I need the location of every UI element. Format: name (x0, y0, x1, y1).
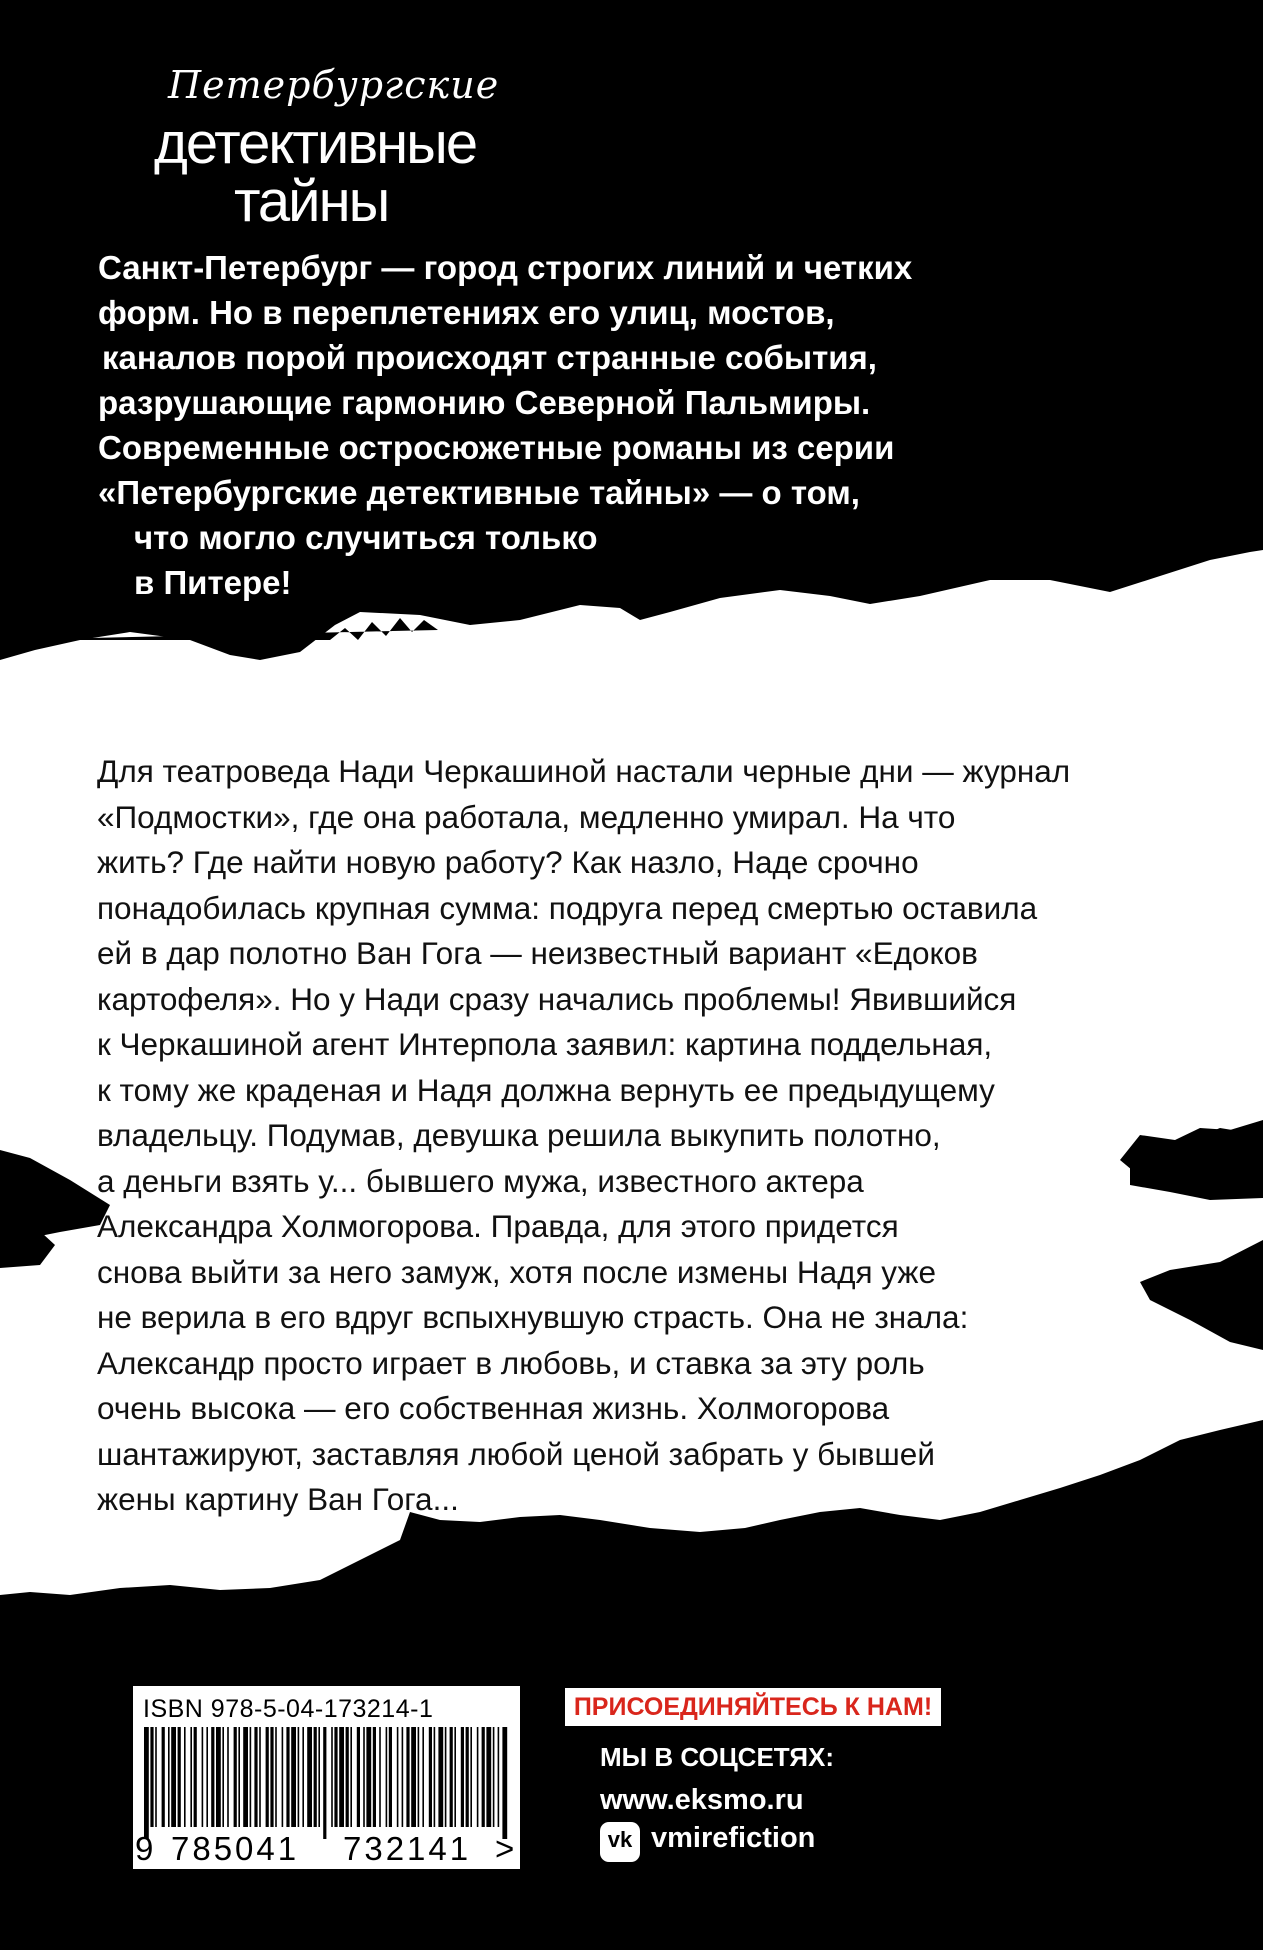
barcode-bar (498, 1727, 500, 1827)
barcode-bar (150, 1727, 153, 1827)
blurb-line: понадобилась крупная сумма: подруга перед смертью оставила (97, 889, 1038, 926)
intro-line: Санкт-Петербург — город строгих линий и четких (98, 249, 913, 286)
barcode-bar (250, 1727, 252, 1827)
intro-line: в Питере! (134, 564, 292, 601)
barcode-bar (339, 1727, 344, 1827)
barcode-bar (406, 1727, 409, 1827)
intro-line: разрушающие гармонию Северной Пальмиры. (98, 384, 871, 421)
barcode-bar (450, 1727, 453, 1827)
barcode-bar (144, 1727, 149, 1839)
intro-line: каналов порой происходят странные события, (102, 339, 877, 376)
book-blurb (97, 749, 1177, 1523)
intro-line: «Петербургские детективные тайны» — о том, (98, 474, 860, 511)
barcode-bar (282, 1727, 284, 1827)
barcode-bar (155, 1727, 157, 1827)
barcode-bar (434, 1727, 436, 1827)
barcode-bar (493, 1727, 495, 1827)
barcode-bar (502, 1727, 507, 1839)
barcode-bar (286, 1727, 289, 1827)
barcode-bar (227, 1727, 229, 1827)
barcode-bar (466, 1727, 469, 1827)
series-logo-word-2: детективные (154, 111, 477, 176)
barcode-bar (318, 1727, 320, 1827)
barcode-bar (216, 1727, 221, 1827)
barcode-bar (206, 1727, 208, 1827)
barcode-bar (270, 1727, 273, 1827)
barcode-bar (266, 1727, 269, 1827)
barcode-bar (486, 1727, 491, 1827)
social-networks-label: МЫ В СОЦСЕТЯХ: (600, 1742, 835, 1772)
barcode-bar (323, 1727, 326, 1839)
series-logo (150, 55, 510, 235)
barcode-bar (445, 1727, 447, 1827)
barcode-bar (470, 1727, 472, 1827)
barcode-bar (234, 1727, 237, 1827)
blurb-line: жить? Где найти новую работу? Как назло, Наде срочно (97, 844, 919, 880)
blurb-line: Для театроведа Нади Черкашиной настали черные дни — журнал (97, 753, 1071, 789)
blurb-line: не верила в его вдруг вспыхнувшую страсть. Она не знала: (97, 1299, 969, 1335)
blurb-line: очень высока — его собственная жизнь. Холмогорова (97, 1390, 890, 1426)
series-logo-word-3: тайны (234, 169, 389, 234)
barcode-bar (363, 1727, 365, 1827)
barcode-bar (302, 1727, 304, 1827)
barcode-bar (346, 1727, 349, 1827)
barcode-bar (202, 1727, 204, 1827)
barcode-bar (422, 1727, 424, 1827)
intro-line: Современные остросюжетные романы из серии (98, 429, 895, 466)
barcode-bar (379, 1727, 381, 1827)
blurb-line: Александр просто играет в любовь, и ставка за эту роль (97, 1344, 925, 1381)
barcode-bar (477, 1727, 479, 1827)
barcode-bar (178, 1727, 181, 1827)
vk-icon-glyph: vk (607, 1827, 633, 1852)
series-annotation (98, 245, 1198, 605)
barcode-bar (254, 1727, 257, 1827)
series-logo-script-line: Петербургские (168, 63, 500, 107)
barcode-bar (366, 1727, 371, 1827)
blurb-line: а деньги взять у... бывшего мужа, известного актера (97, 1162, 864, 1199)
barcode-bar (454, 1727, 456, 1827)
barcode-digits-group-1: 785041 (171, 1830, 300, 1867)
intro-line: форм. Но в переплетениях его улиц, мостов, (98, 294, 835, 331)
blurb-line: «Подмостки», где она работала, медленно умирал. На что (97, 798, 956, 835)
barcode-digits-group-2: 732141 (343, 1830, 472, 1867)
vk-icon[interactable] (600, 1822, 640, 1862)
barcode-bar (389, 1727, 392, 1827)
barcode-bar (429, 1727, 432, 1827)
barcode-bars (142, 1727, 508, 1839)
blurb-line: владельцу. Подумав, девушка решила выкупить полотно, (97, 1117, 941, 1153)
barcode-bar (314, 1727, 317, 1827)
barcode-bar (482, 1727, 485, 1827)
barcode-bar (331, 1727, 333, 1827)
barcode-digit-first: 9 (135, 1830, 157, 1867)
barcode-bar (298, 1727, 300, 1827)
barcode-bar (168, 1727, 170, 1827)
barcode-bar (275, 1727, 277, 1827)
barcode-bar (334, 1727, 337, 1827)
blurb-line: шантажируют, заставляя любой ценой забрать у бывшей (97, 1435, 935, 1472)
blurb-line: жены картину Ван Гога... (97, 1481, 459, 1517)
barcode-bar (397, 1727, 399, 1827)
blurb-line: к Черкашиной агент Интерпола заявил: картина поддельная, (97, 1026, 993, 1062)
intro-line: что могло случиться только (134, 519, 598, 556)
blurb-line: Александра Холмогорова. Правда, для этого придется (97, 1208, 899, 1244)
barcode-bar (162, 1727, 165, 1827)
barcode-bar (461, 1727, 464, 1827)
barcode-bar (190, 1727, 192, 1827)
barcode-bar (259, 1727, 261, 1827)
barcode-bar (357, 1727, 360, 1827)
barcode-bar (386, 1727, 388, 1827)
barcode-bar (194, 1727, 197, 1827)
barcode-bar (418, 1727, 420, 1827)
isbn-number: ISBN 978-5-04-173214-1 (143, 1695, 434, 1723)
barcode-bar (211, 1727, 214, 1827)
barcode-bar (291, 1727, 296, 1827)
barcode-bar (373, 1727, 376, 1827)
publisher-website-link[interactable]: www.eksmo.ru (600, 1784, 804, 1816)
barcode-bar (411, 1727, 416, 1827)
barcode-bar (171, 1727, 176, 1827)
join-us-banner: ПРИСОЕДИНЯЙТЕСЬ К НАМ! (565, 1688, 941, 1726)
barcode-digit-end: > (495, 1830, 518, 1867)
blurb-line: к тому же краденая и Надя должна вернуть ее предыдущему (97, 1071, 995, 1108)
barcode-bar (184, 1727, 186, 1827)
blurb-line: ей в дар полотно Ван Гога — неизвестный вариант «Едоков (97, 935, 978, 971)
barcode-bar (238, 1727, 240, 1827)
barcode-bar (307, 1727, 312, 1827)
vk-handle-link[interactable]: vmirefiction (651, 1822, 816, 1854)
isbn-barcode (133, 1686, 520, 1869)
barcode-bar (243, 1727, 248, 1827)
barcode-bar (402, 1727, 404, 1827)
blurb-line: картофеля». Но у Нади сразу начались проблемы! Явившийся (97, 980, 1017, 1017)
blurb-line: снова выйти за него замуж, хотя после измены Надя уже (97, 1253, 936, 1290)
barcode-bar (222, 1727, 224, 1827)
barcode-bar (350, 1727, 352, 1827)
barcode-bar (438, 1727, 443, 1827)
